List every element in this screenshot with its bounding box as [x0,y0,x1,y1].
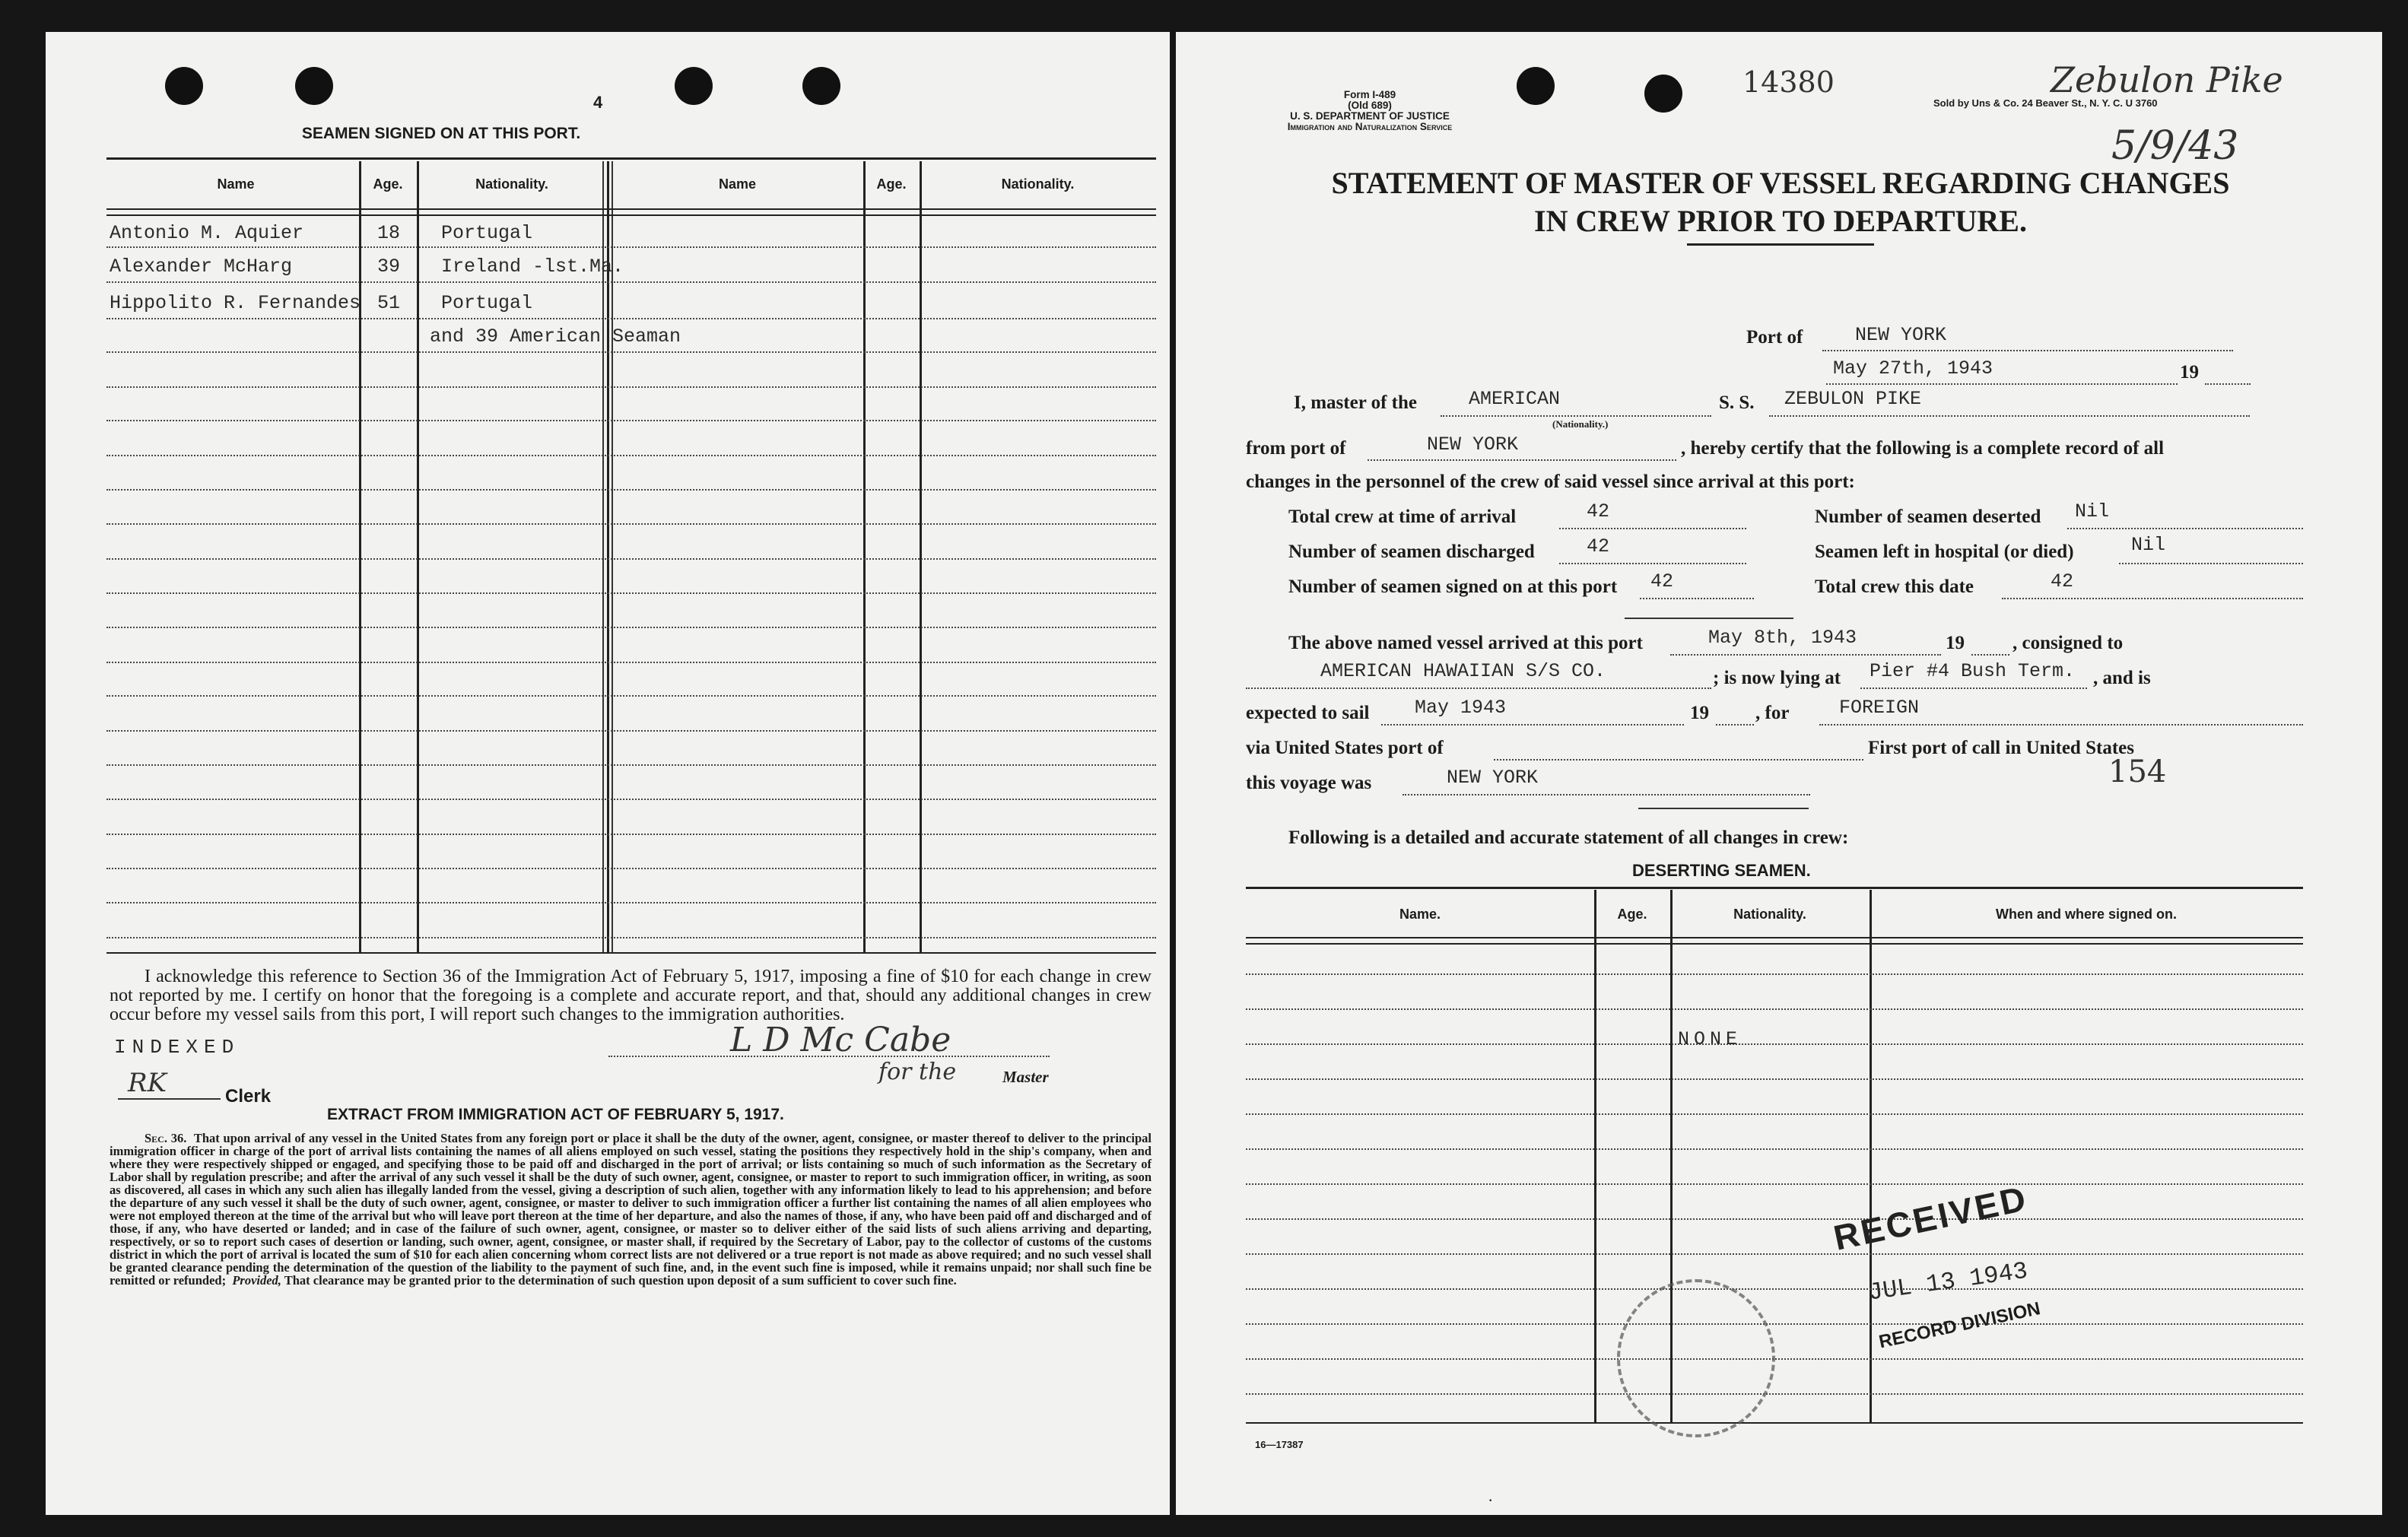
total-crew-arrival-value: 42 [1587,500,1610,522]
first-port-label: First port of call in United States [1868,738,2134,758]
nationality-caption: (Nationality.) [1552,418,1609,430]
arrived-year-prefix: 19 [1946,633,1965,653]
master-of-label: I, master of the [1294,392,1417,413]
deserted-label: Number of seamen deserted [1815,507,2041,527]
deserting-entry: NONE [1678,1028,1742,1050]
date-value: May 27th, 1943 [1833,357,1993,379]
sold-by: Sold by Uns & Co. 24 Beaver St., N. Y. C. U 3760 [1933,97,2158,109]
file-number: 14380 [1742,65,1835,99]
discharged-label: Number of seamen discharged [1288,541,1535,562]
page-number: 4 [593,93,603,112]
received-text: RECEIVED [1830,1178,2032,1258]
crew-name: Antonio M. Aquier [110,222,304,244]
arrived-label: The above named vessel arrived at this port [1288,633,1643,653]
hospital-label: Seamen left in hospital (or died) [1815,541,2074,562]
col-name: Name [217,176,255,192]
from-port-value: NEW YORK [1427,433,1519,456]
discharged-value: 42 [1587,535,1610,557]
total-crew-date-value: 42 [2051,570,2074,592]
punch-hole [802,67,840,105]
punch-mark: · [1488,1491,1494,1510]
crew-age: 18 [377,222,401,244]
seal-stamp [1617,1279,1775,1437]
expected-year-prefix: 19 [1690,703,1709,723]
col-nationality-2: Nationality. [1001,176,1075,192]
master-label: Master [1002,1068,1049,1086]
section-label: Sec. 36. [145,1131,187,1145]
ss-label: S. S. [1719,392,1755,413]
for-label: , for [1755,703,1790,723]
section-tail: That clearance may be granted prior to the determination of such question upon deposit of a sum sufficient to cover such fine. [284,1273,957,1288]
following-text: Following is a detailed and accurate statement of all changes in crew: [1288,827,1849,848]
indexed-stamp: INDEXED [114,1036,240,1059]
ship-name: ZEBULON PIKE [1784,388,1922,410]
col-desert-age: Age. [1617,907,1647,922]
ship-handwritten: Zebulon Pike [2051,59,2283,100]
expected-date: May 1943 [1415,697,1507,719]
crew-nationality: Portugal [441,222,533,244]
year-prefix: 19 [2180,362,2199,383]
record-division: RECORD DIVISION [1877,1298,2042,1353]
via-label: via United States port of [1246,738,1444,758]
form-title [1248,164,2313,240]
certify-text: , hereby certify that the following is a complete record of all [1681,438,2165,459]
punch-hole [295,67,333,105]
extract-title: EXTRACT FROM IMMIGRATION ACT OF FEBRUARY 5, 1917. [327,1106,784,1123]
col-desert-when-where: When and where signed on. [1995,907,2178,922]
form-header [1248,90,1491,132]
left-page [46,32,1170,1515]
this-voyage-label: this voyage was [1246,773,1372,793]
col-name-2: Name [718,176,757,192]
punch-hole [165,67,203,105]
handwritten-number: 154 [2108,754,2167,789]
title-line-2: IN CREW PRIOR TO DEPARTURE. [1534,204,2027,238]
received-date: JUL 13 1943 [1866,1256,2030,1307]
section-body: That upon arrival of any vessel in the United States from any foreign port or place it shall be the duty of the owner, agent, consignee, or master thereof to deliver to the principal immigration officer in charge of the port of arrival lists containing the names of all aliens employed on such vessel, stating the positions they respectively hold in the ship's company, when and where they were respectively shipped or engaged, and specifying those to be paid off and discharged in the port of arrival; or lists containing so much of such information as the Secretary of Labor shall by regulation prescribe; and after the arrival of any such vessel it shall be the duty of such owner, agent, consignee, or master to report to such immigration officer, in writing, as soon as discovered, all cases in which any such alien has illegally landed from the vessel, giving a description of such alien, together with any information likely to lead to his apprehension; and before the departure of any such vessel it shall be the duty of such owner, agent, consignee, or master to deliver to such immigration officer a further list containing the names of all alien employees who were not employed thereon at the time of the arrival but who will leave port thereon at the time of her departure, and also the names of those, if any, who have been paid off and discharged and of those, if any, who have deserted or landed; and in case of the failure of such owner, agent, consignee, or master so to deliver either of the said lists of such aliens arriving and departing, respectively, or so to report such cases of desertion or landing, such owner, agent, consignee, or master shall, if required by the Secretary of Labor, pay to the collector of customs of the customs district in which the port of arrival is located the sum of $10 for each alien concerning whom correct lists are not delivered or a true report is not made as above required; and no such vessel shall be granted clearance pending the determination of the question of the liability to the payment of such fine, and, in the event such fine is imposed, while it remains unpaid; nor shall such fine be remitted or refunded; [110,1131,1152,1288]
lying-label: ; is now lying at [1713,668,1841,688]
deserting-title: DESERTING SEAMEN. [1632,861,1811,880]
consignee: AMERICAN HAWAIIAN S/S CO. [1320,660,1606,682]
first-port-value: NEW YORK [1447,767,1539,789]
signed-on-label: Number of seamen signed on at this port [1288,576,1618,597]
title-line-1: STATEMENT OF MASTER OF VESSEL REGARDING CHANGES [1331,166,2230,200]
crew-name: Alexander McHarg [110,256,293,278]
master-for: for the [878,1059,957,1085]
port-of-value: NEW YORK [1855,324,1947,346]
form-number: Form I-489 [1343,89,1396,100]
form-old-number: (Old 689) [1348,100,1392,111]
destination: FOREIGN [1839,697,1920,719]
date-handwritten: 5/9/43 [2111,123,2239,169]
col-age: Age. [373,176,403,192]
form-code: 16—17387 [1255,1439,1304,1450]
nationality-value: AMERICAN [1469,388,1561,410]
from-port-label: from port of [1246,438,1346,459]
col-desert-nationality: Nationality. [1733,907,1806,922]
total-crew-date-label: Total crew this date [1815,576,1974,597]
lying-at: Pier #4 Bush Term. [1870,660,2076,682]
col-nationality: Nationality. [475,176,548,192]
col-age-2: Age. [876,176,907,192]
crew-age: 39 [377,256,401,278]
service: Immigration and Naturalization Service [1287,121,1453,132]
port-of-label: Port of [1746,327,1803,348]
changes-text: changes in the personnel of the crew of said vessel since arrival at this port: [1246,472,1855,492]
crew-nationality: Portugal [441,292,533,314]
arrived-date: May 8th, 1943 [1708,627,1857,649]
crew-nationality: Ireland -lst.Ma. [441,256,624,278]
right-page [1176,32,2382,1515]
crew-age: 51 [377,292,401,314]
punch-hole [1517,67,1555,105]
and-is-label: , and is [2093,668,2151,688]
clerk-label: Clerk [225,1086,272,1107]
total-crew-arrival-label: Total crew at time of arrival [1288,507,1517,527]
section-36-text [110,1132,1152,1287]
signed-on-value: 42 [1650,570,1674,592]
punch-hole [1644,75,1682,113]
punch-hole [675,67,713,105]
col-desert-name: Name. [1399,907,1441,922]
received-stamp [1830,1177,2032,1259]
acknowledgement-text: I acknowledge this reference to Section 36 of the Immigration Act of February 5, 1917, imposing a fine of $10 for each change in crew not reported by me. I certify on honor that the foregoing is a complete and accurate report, and that, should any additional changes in crew occur before my vessel sails from this port, I will report such changes to the immigration authorities. [110,967,1152,1024]
department: U. S. DEPARTMENT OF JUSTICE [1290,110,1450,122]
clerk-initials: RK [128,1068,167,1098]
deserted-value: Nil [2075,500,2110,522]
master-signature: L D Mc Cabe [730,1021,951,1059]
left-title: SEAMEN SIGNED ON AT THIS PORT. [301,125,581,142]
crew-name: Hippolito R. Fernandes [110,292,361,314]
hospital-value: Nil [2131,534,2166,556]
provided-word: Provided, [232,1273,281,1288]
crew-nationality: and 39 American Seaman [430,326,681,348]
consigned-label: , consigned to [2012,633,2124,653]
expected-label: expected to sail [1246,703,1370,723]
